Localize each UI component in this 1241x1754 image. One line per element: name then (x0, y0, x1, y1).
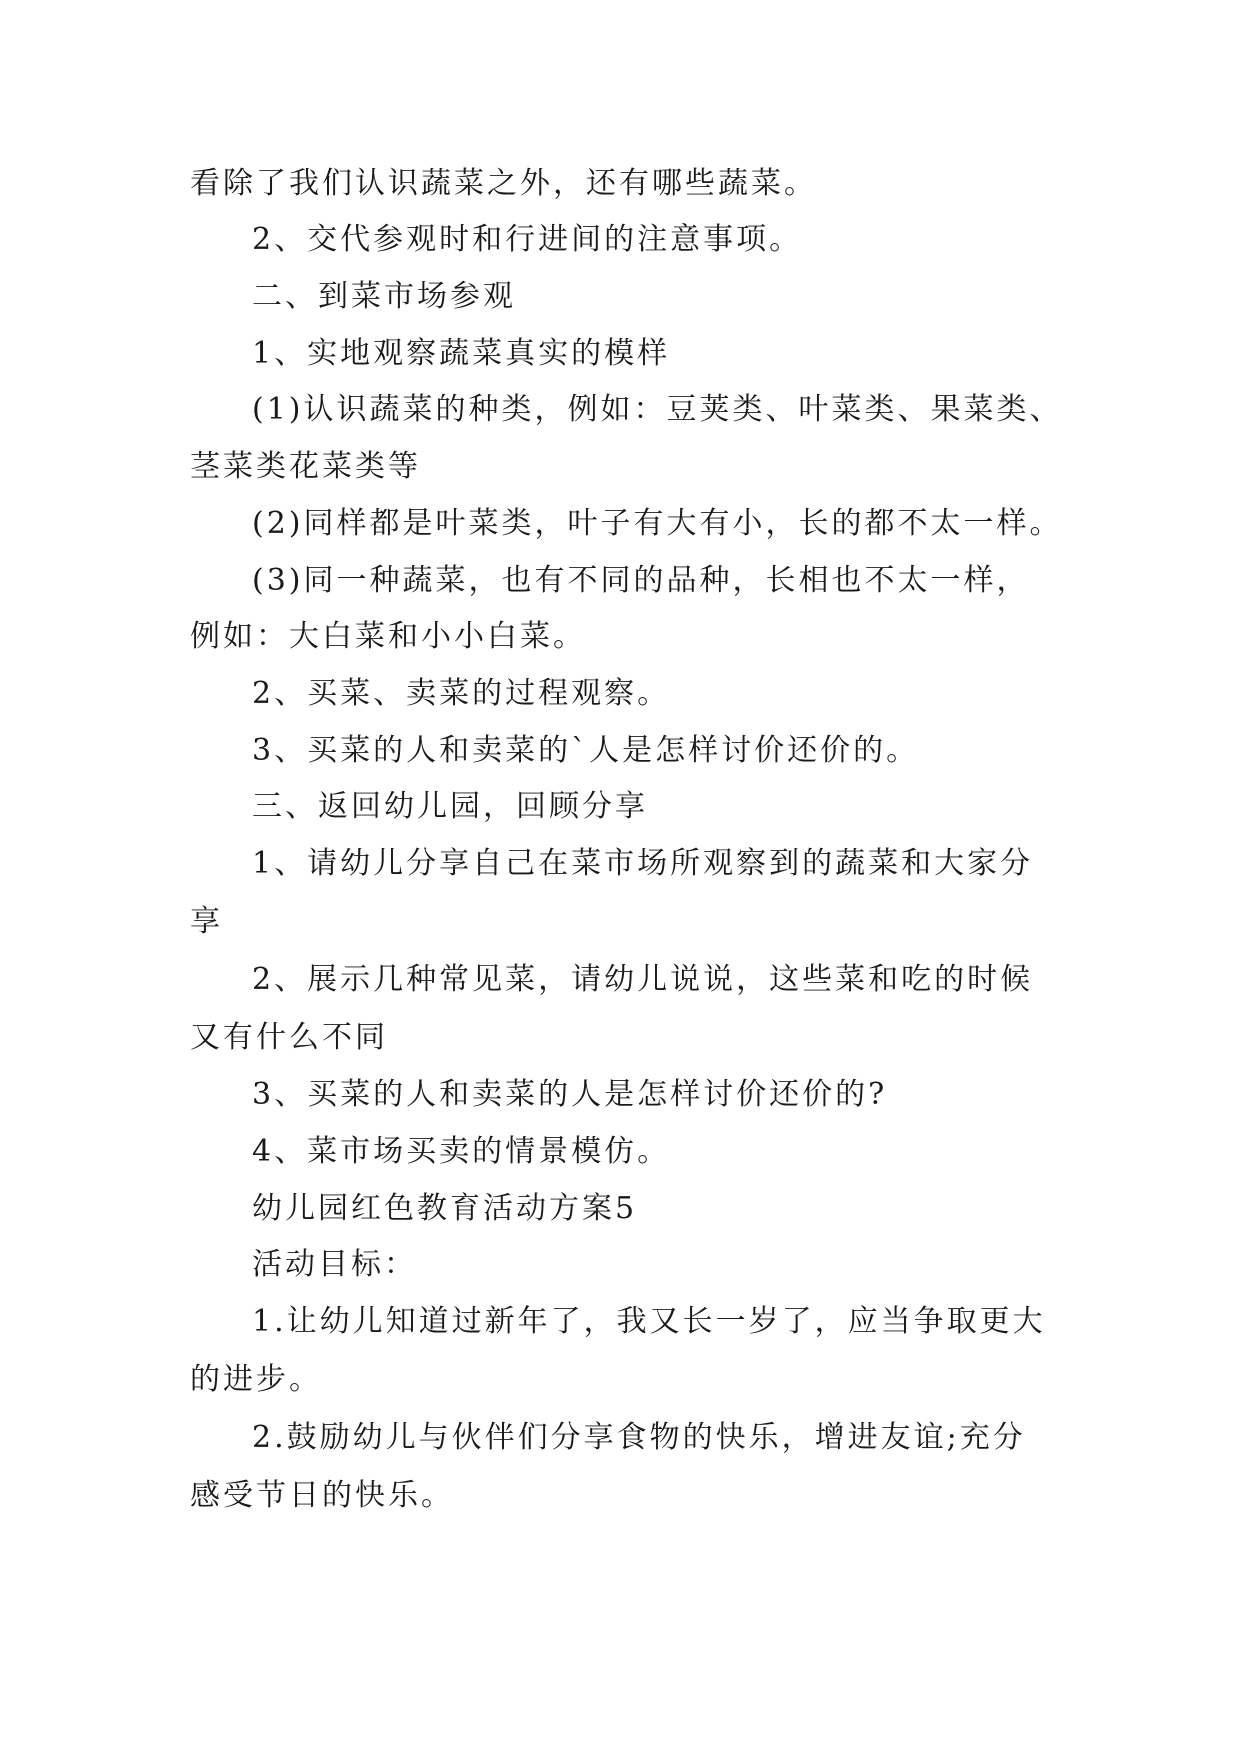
text-line: 感受节日的快乐。 (190, 1478, 454, 1513)
text-line: 2、交代参观时和行进间的注意事项。 (252, 222, 803, 257)
text-line: 3、买菜的人和卖菜的人是怎样讨价还价的? (252, 1077, 888, 1112)
text-line: (2)同样都是叶菜类，叶子有大有小，长的都不太一样。 (252, 506, 1063, 541)
text-line: 例如：大白菜和小小白菜。 (190, 619, 586, 654)
text-line: 又有什么不同 (190, 1020, 388, 1055)
text-line: 1、实地观察蔬菜真实的模样 (252, 336, 671, 371)
text-line: 1、请幼儿分享自己在菜市场所观察到的蔬菜和大家分 (252, 846, 1034, 881)
text-line: 2、买菜、卖菜的过程观察。 (252, 676, 671, 711)
section-heading: 二、到菜市场参观 (252, 279, 516, 314)
document-title: 幼儿园红色教育活动方案5 (252, 1191, 638, 1226)
text-line: 茎菜类花菜类等 (190, 449, 421, 484)
text-line: 2.鼓励幼儿与伙伴们分享食物的快乐，增进友谊;充分 (252, 1420, 1026, 1455)
text-line: (1)认识蔬菜的种类，例如：豆荚类、叶菜类、果菜类、 (252, 392, 1063, 427)
text-line: 享 (190, 904, 223, 939)
section-heading: 活动目标： (252, 1247, 417, 1282)
text-line: 4、菜市场买卖的情景模仿。 (252, 1134, 671, 1169)
text-line: (3)同一种蔬菜，也有不同的品种，长相也不太一样， (252, 563, 1030, 598)
section-heading: 三、返回幼儿园，回顾分享 (252, 789, 648, 824)
text-line: 的进步。 (190, 1362, 322, 1397)
text-line: 3、买菜的人和卖菜的`人是怎样讨价还价的。 (252, 733, 920, 768)
text-line: 看除了我们认识蔬菜之外，还有哪些蔬菜。 (190, 166, 817, 201)
text-line: 2、展示几种常见菜，请幼儿说说，这些菜和吃的时候 (252, 962, 1034, 997)
text-line: 1.让幼儿知道过新年了，我又长一岁了，应当争取更大 (252, 1304, 1046, 1339)
